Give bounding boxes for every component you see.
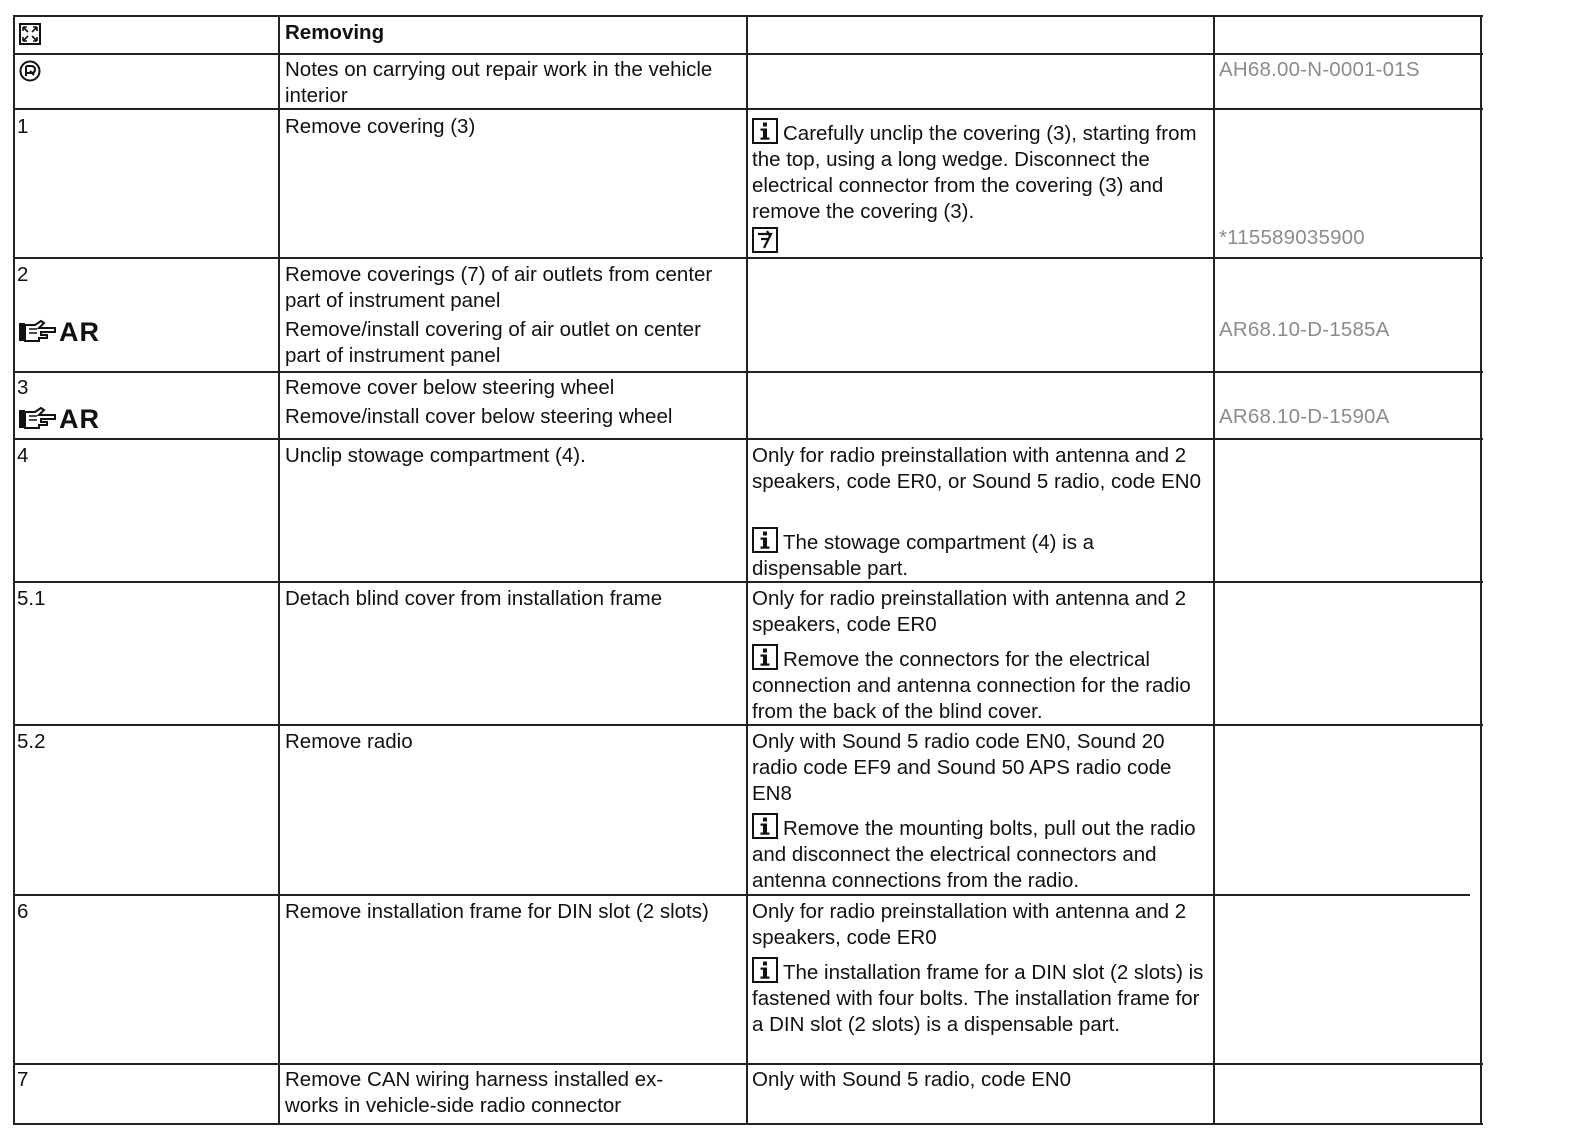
condition-text: Only with Sound 5 radio, code EN0 xyxy=(752,1068,1072,1091)
work-step: Remove coverings (7) of air outlets from center part of instrument panel xyxy=(285,263,713,312)
table-rule xyxy=(1213,15,1215,1124)
table-rule xyxy=(13,1063,1483,1065)
table-rule xyxy=(1480,15,1482,1124)
table-rule xyxy=(13,53,1483,55)
document-reference[interactable]: AR68.10-D-1585A xyxy=(1219,318,1390,341)
table-rule xyxy=(13,724,1483,726)
condition-text: Only for radio preinstallation with antenna and 2 speakers, code ER0 xyxy=(752,587,1187,636)
work-substep: Remove/install covering of air outlet on center part of instrument panel xyxy=(285,318,701,367)
note-text xyxy=(752,644,1207,725)
special-tool-icon xyxy=(752,227,778,253)
info-icon xyxy=(752,644,778,670)
work-step: Remove CAN wiring harness installed ex-works in vehicle-side radio connector xyxy=(285,1068,664,1117)
note-text xyxy=(752,957,1207,1038)
notes-circle-icon xyxy=(19,60,41,82)
note-body: The installation frame for a DIN slot (2 slots) is fastened with four bolts. The installation frame for a DIN slot (2 slots) is a dispensable part. xyxy=(752,961,1204,1036)
step-number: 5.1 xyxy=(17,587,46,610)
table-rule xyxy=(13,1123,1483,1125)
note-body: Remove the connectors for the electrical connection and antenna connection for the radio from the back of the blind cover. xyxy=(752,648,1191,723)
note-body: Remove the mounting bolts, pull out the radio and disconnect the electrical connectors and antenna connections from the radio. xyxy=(752,817,1196,892)
note-text xyxy=(752,118,1207,225)
ar-label: AR xyxy=(59,317,100,347)
work-step: Detach blind cover from installation frame xyxy=(285,587,663,610)
table-rule xyxy=(13,371,1483,373)
tool-reference[interactable]: *115589035900 xyxy=(1219,226,1365,249)
step-number: 3 xyxy=(17,376,29,399)
info-icon xyxy=(752,118,778,144)
ar-label: AR xyxy=(59,404,100,434)
ar-reference-marker xyxy=(17,404,100,434)
info-icon xyxy=(752,527,778,553)
document-reference[interactable]: AH68.00-N-0001-01S xyxy=(1219,58,1420,81)
section-title: Removing xyxy=(285,21,385,44)
step-number: 2 xyxy=(17,263,29,286)
work-step: Remove radio xyxy=(285,730,413,753)
table-rule xyxy=(13,257,1483,259)
condition-text: Only for radio preinstallation with antenna and 2 speakers, code ER0 xyxy=(752,900,1187,949)
step-number: 4 xyxy=(17,444,29,467)
condition-text: Only for radio preinstallation with antenna and 2 speakers, code ER0, or Sound 5 radio, code EN0 xyxy=(752,444,1201,493)
ar-reference-marker xyxy=(17,317,100,347)
info-icon xyxy=(752,957,778,983)
work-step: Unclip stowage compartment (4). xyxy=(285,444,586,467)
table-rule xyxy=(278,15,280,1124)
work-step: Remove cover below steering wheel xyxy=(285,376,615,399)
pointing-hand-icon xyxy=(17,319,57,345)
step-number: 5.2 xyxy=(17,730,46,753)
table-rule xyxy=(13,15,1483,17)
note-body: The stowage compartment (4) is a dispensable part. xyxy=(752,531,1095,580)
table-rule xyxy=(13,894,1470,896)
procedure-table xyxy=(13,15,1497,1136)
info-icon xyxy=(752,813,778,839)
document-reference[interactable]: AR68.10-D-1590A xyxy=(1219,405,1390,428)
work-substep: Remove/install cover below steering wheel xyxy=(285,405,673,428)
step-number: 6 xyxy=(17,900,29,923)
note-text xyxy=(752,813,1207,894)
work-step: Notes on carrying out repair work in the vehicle interior xyxy=(285,58,713,107)
work-step: Remove installation frame for DIN slot (2 slots) xyxy=(285,900,709,923)
table-rule xyxy=(13,438,1483,440)
step-number: 1 xyxy=(17,115,29,138)
expand-arrows-icon xyxy=(19,23,41,45)
work-step: Remove covering (3) xyxy=(285,115,476,138)
table-rule xyxy=(13,108,1483,110)
step-number: 7 xyxy=(17,1068,29,1091)
pointing-hand-icon xyxy=(17,406,57,432)
condition-text: Only with Sound 5 radio code EN0, Sound 20 radio code EF9 and Sound 50 APS radio code EN8 xyxy=(752,730,1172,805)
note-text xyxy=(752,527,1207,582)
table-rule xyxy=(746,15,748,1124)
table-rule xyxy=(13,581,1483,583)
table-rule xyxy=(13,15,15,1124)
note-body: Carefully unclip the covering (3), starting from the top, using a long wedge. Disconnect the electrical connector from the covering (3) and remove the covering (3). xyxy=(752,122,1197,223)
